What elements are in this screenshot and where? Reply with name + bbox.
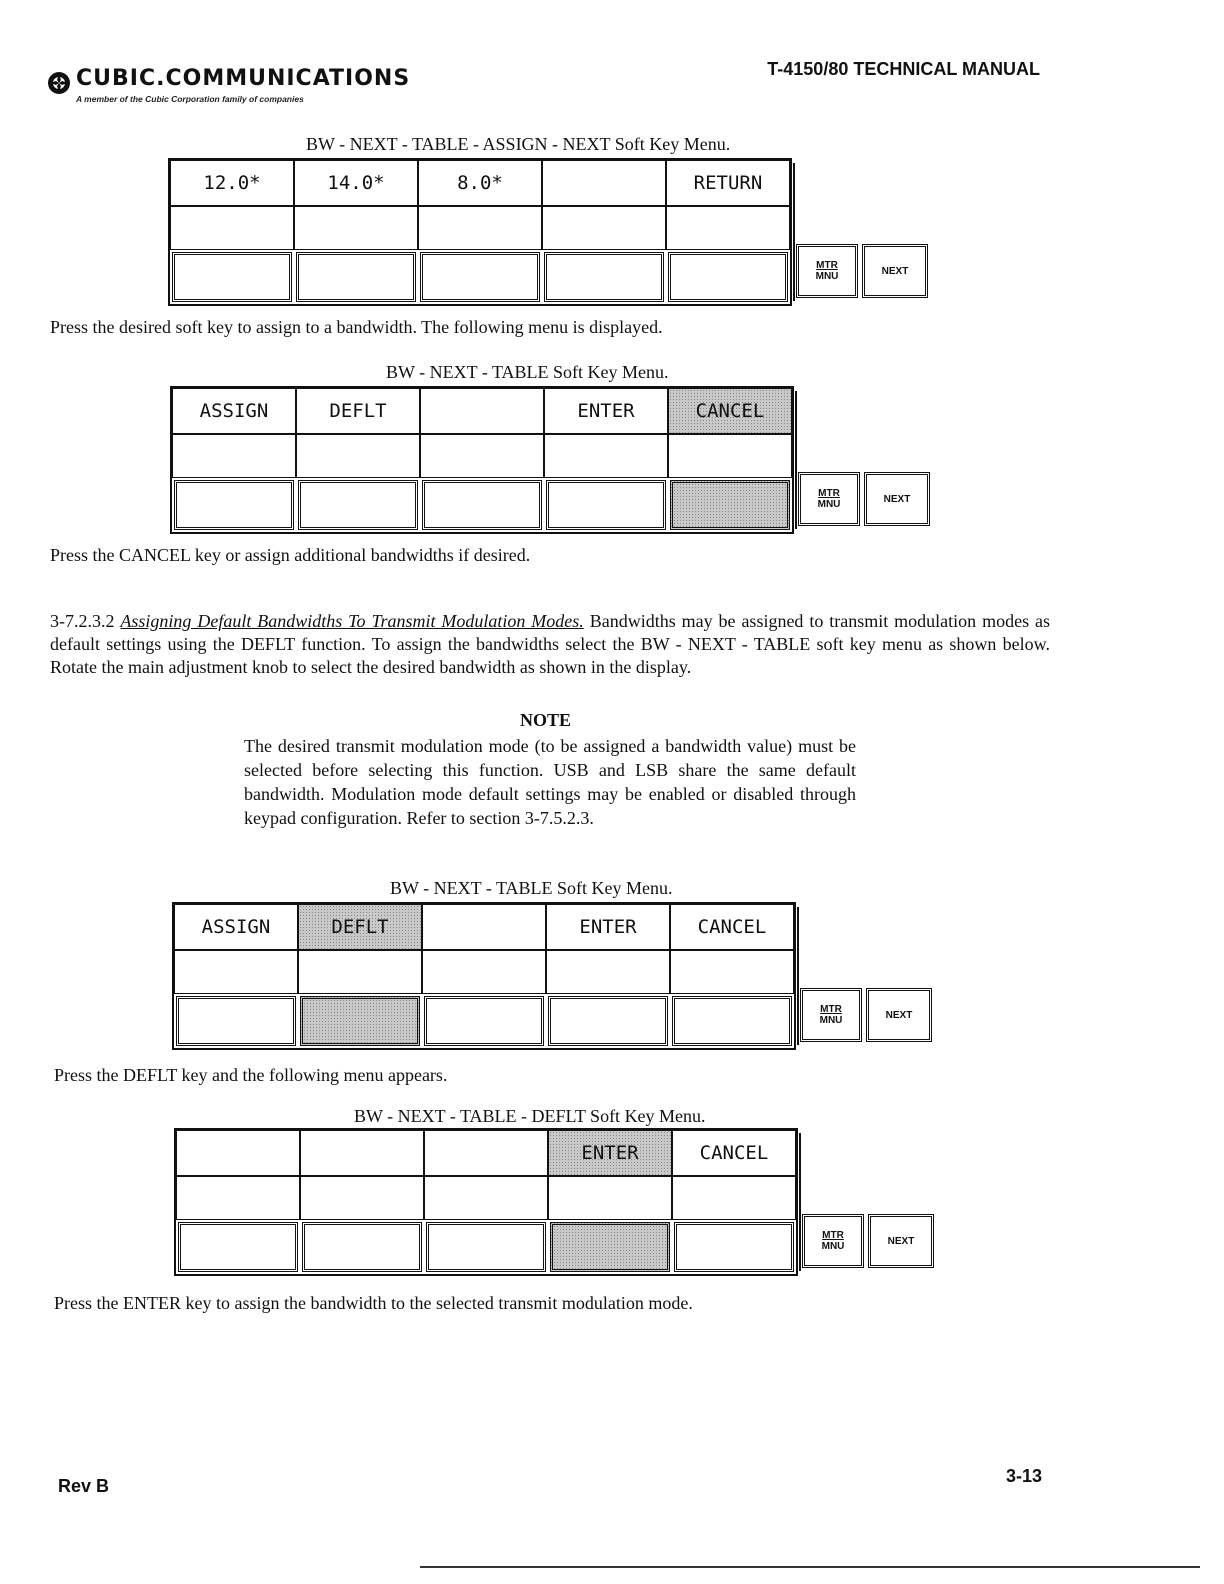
- next-button[interactable]: [868, 1214, 934, 1268]
- soft-key-button[interactable]: [544, 252, 664, 302]
- menu-caption: BW - NEXT - TABLE - ASSIGN - NEXT Soft Key Menu.: [306, 134, 731, 154]
- display-cell: [300, 1176, 424, 1220]
- meter-menu-button[interactable]: [800, 988, 862, 1042]
- soft-key-button[interactable]: [548, 996, 668, 1046]
- next-button[interactable]: [864, 472, 930, 526]
- cubic-logo-icon: [46, 70, 72, 96]
- soft-key-menu: [172, 902, 932, 1048]
- bottom-rule: [420, 1566, 1200, 1568]
- soft-key-label: [422, 904, 546, 950]
- soft-key-menu: [170, 386, 930, 532]
- meter-menu-button[interactable]: [796, 244, 858, 298]
- soft-key-button[interactable]: [178, 1222, 298, 1272]
- soft-key-label: CANCEL: [672, 1130, 796, 1176]
- soft-key-button[interactable]: [426, 1222, 546, 1272]
- display-cell: [666, 206, 790, 250]
- paragraph: Press the DEFLT key and the following menu appears.: [54, 1065, 448, 1085]
- soft-key-button[interactable]: [672, 996, 792, 1046]
- note-text: The desired transmit modulation mode (to be assigned a bandwidth value) must be selected before selecting this function. USB and LSB share the same default bandwidth. Modulation mode default settings may be enabled or disabled through keypad configuration. Refer to section 3-7.5.2.3.: [244, 736, 856, 828]
- menu-caption: BW - NEXT - TABLE Soft Key Menu.: [386, 362, 669, 382]
- paragraph: Press the desired soft key to assign to a bandwidth. The following menu is displayed.: [50, 317, 663, 337]
- soft-key-label: [300, 1130, 424, 1176]
- page-number: 3-13: [1006, 1466, 1043, 1486]
- soft-key-button[interactable]: [302, 1222, 422, 1272]
- soft-key-button[interactable]: [546, 480, 666, 530]
- soft-key-button[interactable]: [172, 252, 292, 302]
- soft-key-grid: [170, 386, 794, 534]
- soft-key-label: ENTER: [544, 388, 668, 434]
- soft-key-button[interactable]: [300, 996, 420, 1046]
- note-heading: NOTE: [520, 710, 572, 730]
- company-logo: [46, 64, 506, 108]
- display-cell: [424, 1176, 548, 1220]
- display-cell: [668, 434, 792, 478]
- meter-menu-label-top: MTR: [818, 488, 840, 499]
- section-title: Assigning Default Bandwidths To Transmit Modulation Modes.: [120, 611, 584, 631]
- meter-menu-label-bottom: MNU: [819, 1015, 843, 1026]
- soft-key-button[interactable]: [296, 252, 416, 302]
- next-button[interactable]: [866, 988, 932, 1042]
- soft-key-label: RETURN: [666, 160, 790, 206]
- meter-menu-button[interactable]: [798, 472, 860, 526]
- display-cell: [296, 434, 420, 478]
- soft-key-button[interactable]: [668, 252, 788, 302]
- soft-key-label: 12.0*: [170, 160, 294, 206]
- next-button-label: NEXT: [885, 1009, 913, 1021]
- soft-key-label: ENTER: [546, 904, 670, 950]
- display-cell: [670, 950, 794, 994]
- display-cell: [548, 1176, 672, 1220]
- soft-key-label: 14.0*: [294, 160, 418, 206]
- soft-key-button[interactable]: [176, 996, 296, 1046]
- meter-menu-label-top: MTR: [820, 1004, 842, 1015]
- display-cell: [418, 206, 542, 250]
- display-cell: [672, 1176, 796, 1220]
- display-cell: [298, 950, 422, 994]
- soft-key-label: ENTER: [548, 1130, 672, 1176]
- next-button-label: NEXT: [883, 493, 911, 505]
- menu-caption: BW - NEXT - TABLE Soft Key Menu.: [390, 878, 673, 898]
- display-cell: [422, 950, 546, 994]
- soft-key-menu: [168, 158, 928, 304]
- soft-key-button[interactable]: [424, 996, 544, 1046]
- soft-key-grid: [168, 158, 792, 306]
- display-cell: [172, 434, 296, 478]
- meter-menu-label-bottom: MNU: [821, 1241, 845, 1252]
- soft-key-label: [542, 160, 666, 206]
- soft-key-button[interactable]: [674, 1222, 794, 1272]
- display-cell: [542, 206, 666, 250]
- soft-key-label: DEFLT: [296, 388, 420, 434]
- soft-key-label: ASSIGN: [174, 904, 298, 950]
- soft-key-label: [420, 388, 544, 434]
- paragraph: Press the ENTER key to assign the bandwidth to the selected transmit modulation mode.: [54, 1293, 693, 1313]
- next-button[interactable]: [862, 244, 928, 298]
- meter-menu-label-bottom: MNU: [815, 271, 839, 282]
- meter-menu-label-bottom: MNU: [817, 499, 841, 510]
- section-text: Bandwidths may be assigned to transmit modulation modes as default settings using the DEFLT function. To assign the bandwidths select the BW - NEXT - TABLE soft key menu as shown below. Rotate the main adjustment knob to select the desired bandwidth as shown in the display.: [50, 611, 1050, 677]
- soft-key-label: CANCEL: [668, 388, 792, 434]
- company-tagline: A member of the Cubic Corporation family of companies: [76, 94, 304, 104]
- company-name: CUBIC.COMMUNICATIONS: [76, 66, 411, 91]
- meter-menu-label-top: MTR: [822, 1230, 844, 1241]
- next-button-label: NEXT: [881, 265, 909, 277]
- soft-key-label: DEFLT: [298, 904, 422, 950]
- paragraph: Press the CANCEL key or assign additional bandwidths if desired.: [50, 545, 531, 565]
- soft-key-button[interactable]: [670, 480, 790, 530]
- soft-key-menu: [174, 1128, 934, 1274]
- display-cell: [420, 434, 544, 478]
- soft-key-label: ASSIGN: [172, 388, 296, 434]
- display-cell: [294, 206, 418, 250]
- soft-key-button[interactable]: [174, 480, 294, 530]
- display-cell: [174, 950, 298, 994]
- manual-title: T-4150/80 TECHNICAL MANUAL: [767, 59, 1040, 79]
- menu-caption: BW - NEXT - TABLE - DEFLT Soft Key Menu.: [354, 1106, 706, 1126]
- revision-label: Rev B: [58, 1476, 110, 1496]
- display-cell: [546, 950, 670, 994]
- display-cell: [544, 434, 668, 478]
- soft-key-grid: [172, 902, 796, 1050]
- soft-key-button[interactable]: [420, 252, 540, 302]
- section-paragraph: [50, 610, 1050, 679]
- soft-key-label: [176, 1130, 300, 1176]
- soft-key-label: 8.0*: [418, 160, 542, 206]
- soft-key-button[interactable]: [550, 1222, 670, 1272]
- next-button-label: NEXT: [887, 1235, 915, 1247]
- soft-key-label: [424, 1130, 548, 1176]
- soft-key-button[interactable]: [422, 480, 542, 530]
- meter-menu-label-top: MTR: [816, 260, 838, 271]
- meter-menu-button[interactable]: [802, 1214, 864, 1268]
- section-number: 3-7.2.3.2: [50, 611, 115, 631]
- soft-key-grid: [174, 1128, 798, 1276]
- display-cell: [170, 206, 294, 250]
- soft-key-button[interactable]: [298, 480, 418, 530]
- display-cell: [176, 1176, 300, 1220]
- soft-key-label: CANCEL: [670, 904, 794, 950]
